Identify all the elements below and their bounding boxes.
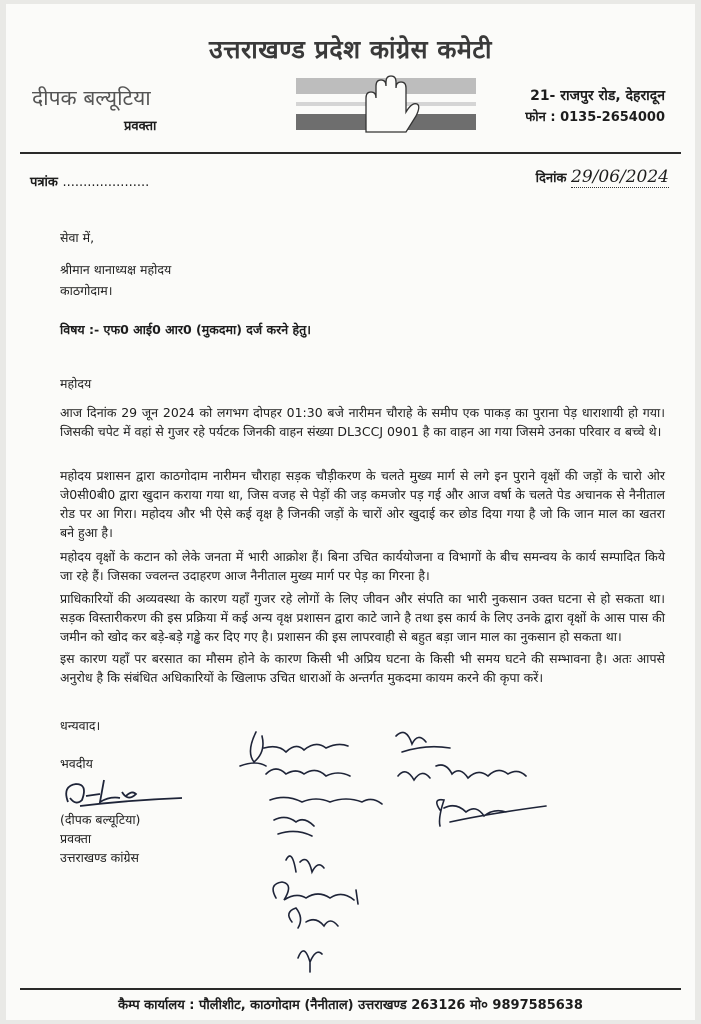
congress-hand-logo (296, 72, 476, 136)
addressee-line1: श्रीमान थानाध्यक्ष महोदय (60, 262, 172, 277)
letter-sheet (6, 4, 695, 1020)
ref-dots: ..................... (62, 175, 150, 190)
ref-label: पत्रांक (30, 175, 58, 190)
footer-rule (20, 988, 681, 990)
salutation-to: सेवा में, (60, 230, 95, 245)
co-signatures (226, 722, 556, 982)
greeting: महोदय (60, 376, 92, 391)
date-label: दिनांक (535, 171, 567, 186)
yours-line: भवदीय (60, 756, 93, 771)
address-line: 21- राजपुर रोड, देहरादून (530, 88, 665, 104)
thanks-line: धन्यवाद। (60, 718, 101, 733)
org-title: उत्तराखण्ड प्रदेश कांग्रेस कमेटी (209, 35, 492, 64)
phone-line: फोन : 0135-2654000 (525, 110, 665, 125)
body-paragraph-5: इस कारण यहाँ पर बरसात का मौसम होने के कारण किसी भी अप्रिय घटना के किसी भी समय घटने की सम्भावना है। अतः आपसे अनुरोध है कि संबंधित अधिकारियों के खिलाफ उचित धाराओं के अन्तर्गत मुकदमा कायम करने की कृपा करें। (60, 651, 665, 685)
body-paragraph-2: महोदय प्रशासन द्वारा काठगोदाम नारीमन चौराहा सड़क चौड़ीकरण के चलते मुख्य मार्ग से लगे इन पुराने वृक्षों की जड़ों के चारो ओर जे0सी0बी0 द्वारा खुदान कराया गया था, जिस वजह से पेड़ों की जड़ कमजोर पड़ गई और आज वर्षा के चलते पेड अचानक से नैनीताल रोड पर आ गिरा। महोदय और भी ऐसे कई वृक्ष है जिनकी जड़ों के चारों ओर खुदाई कर छोड दिया गया है जो कि जान माल का खतरा बने हुआ है। (60, 468, 665, 540)
footer-address: कैम्प कार्यालय : पौलीशीट, काठगोदाम (नैनीताल) उत्तराखण्ड 263126 मो० 9897585638 (118, 998, 583, 1013)
header-rule (20, 152, 681, 154)
addressee-line2: काठगोदाम। (60, 283, 113, 298)
sender-name: दीपक बल्यूटिया (32, 86, 151, 110)
sender-signature (60, 772, 190, 812)
body-paragraph-4: प्राधिकारियों की अव्यवस्था के कारण यहाँ गुजर रहे लोगों के लिए जीवन और संपति का भारी नुकसान उक्त घटना से हो सकता था। सड़क विस्तारीकरण की इस प्रक्रिया में कई अन्य वृक्ष प्रशासन द्वारा काटे जाने है तथा इस कार्य के लिए उनके द्वारा वृक्षों के आस पास की जमीन को खोद कर बड़े-बड़े गड्ढे कर दिए गए है। प्रशासन की इस लापरवाही से बहुत बड़ा जान माल का नुकसान हो सकता था। (60, 591, 665, 644)
letter-date (536, 167, 669, 187)
closing-role: प्रवक्ता (60, 831, 92, 846)
body-paragraph-1: आज दिनांक 29 जून 2024 को लगभग दोपहर 01:30 बजे नारीमन चौराहे के समीप एक पाकड़ का पुराना पेड़ धाराशायी हो गया। जिसकी चपेट में वहां से गुजर रहे पर्यटक जिनकी वाहन संख्या DL3CCJ 0901 है का वाहन आ गया जिसमे उनका परिवार व बच्चे थे। (60, 405, 665, 439)
date-value: 29/06/2024 (571, 167, 669, 187)
reference-number (30, 172, 149, 190)
body-paragraph-3: महोदय वृक्षों के कटान को लेके जनता में भारी आक्रोश हैं। बिना उचित कार्ययोजना व विभागों के बीच समन्वय के कार्य सम्पादित किये जा रहे हैं। जिसका ज्वलन्त उदाहरण आज नैनीताल मुख्य मार्ग पर पेड़ का गिरना है। (60, 549, 665, 583)
sender-role: प्रवक्ता (124, 119, 157, 134)
closing-org: उत्तराखण्ड कांग्रेस (60, 850, 139, 865)
subject-line: विषय :- एफ0 आई0 आर0 (मुकदमा) दर्ज करने हेतु। (60, 322, 312, 337)
closing-name: (दीपक बल्यूटिया) (60, 812, 141, 827)
